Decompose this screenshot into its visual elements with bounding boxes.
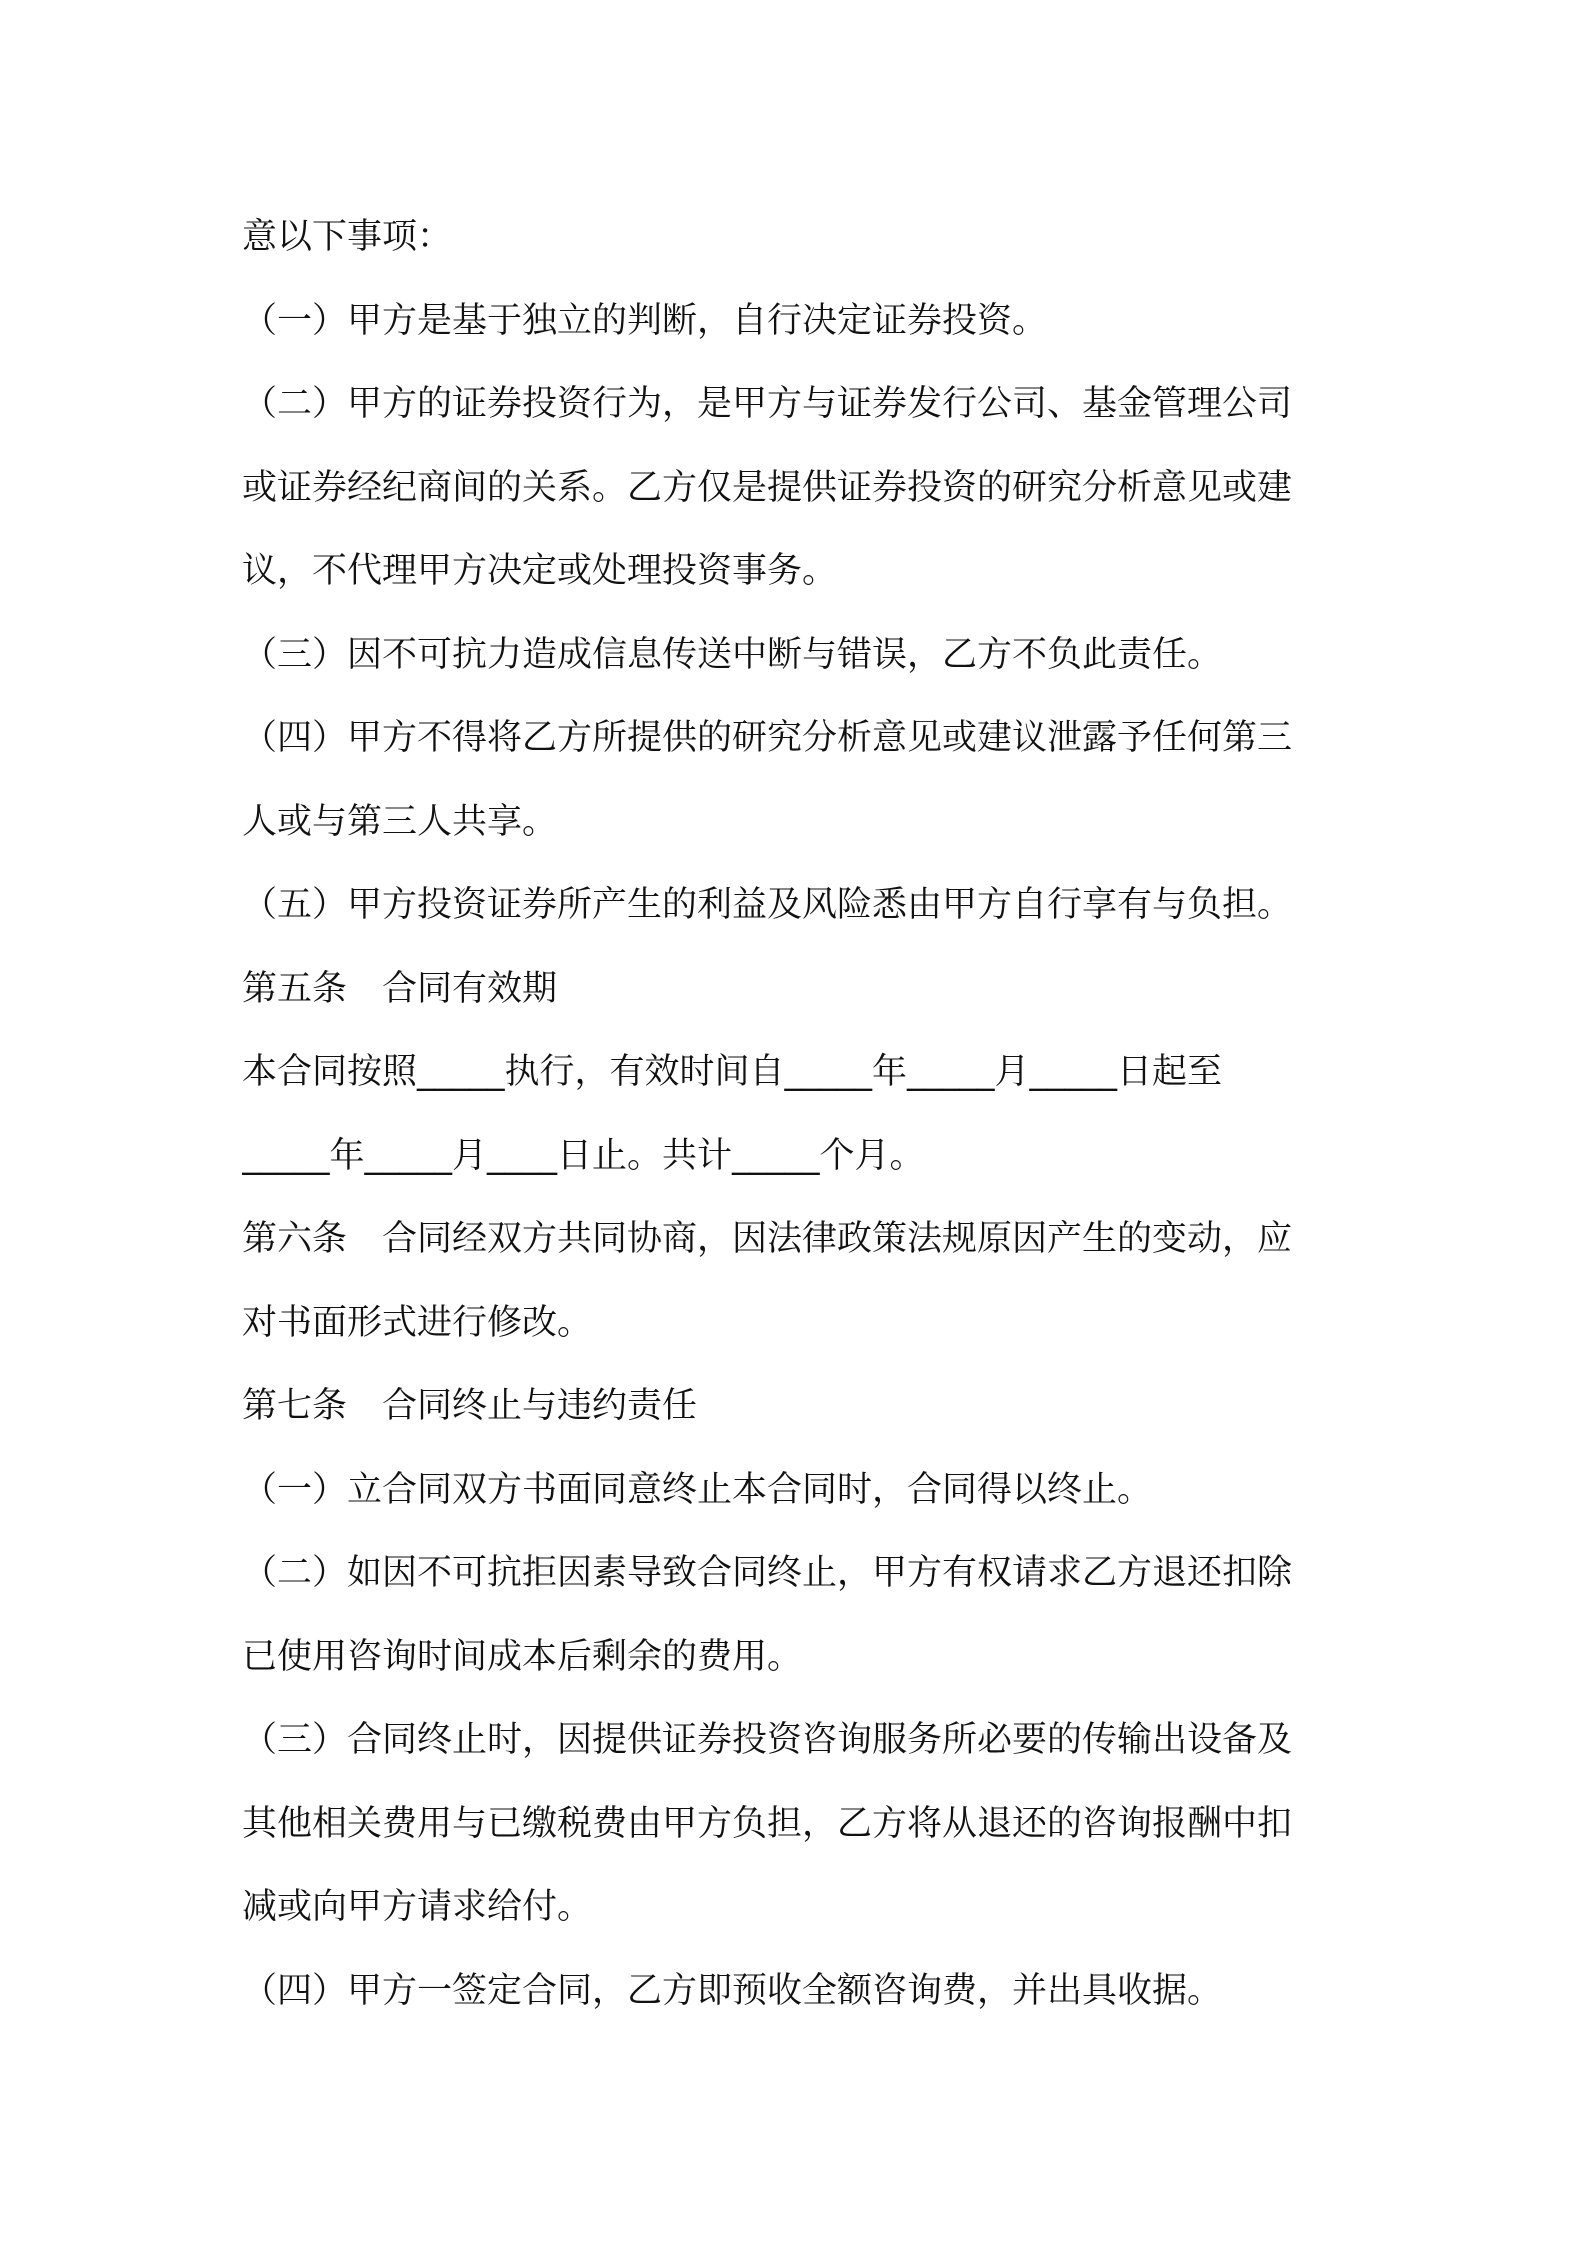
text-line: （四）甲方一签定合同，乙方即预收全额咨询费，并出具收据。 <box>242 1970 1223 2011</box>
text-line: 减或向甲方请求给付。 <box>242 1887 593 1927</box>
text-line: 对书面形式进行修改。 <box>242 1302 593 1343</box>
document-body <box>242 196 1362 2033</box>
section-heading: 第七条 合同终止与违约责任 <box>242 1386 698 1426</box>
text-line: （四）甲方不得将乙方所提供的研究分析意见或建议泄露予任何第三 <box>242 718 1293 758</box>
text-line: （三）合同终止时，因提供证券投资咨询服务所必要的传输出设备及 <box>242 1720 1293 1760</box>
text-line: 或证券经纪商间的关系。乙方仅是提供证券投资的研究分析意见或建 <box>242 467 1293 508</box>
text-line: _____年_____月____日止。共计_____个月。 <box>242 1135 925 1176</box>
text-line: （一）甲方是基于独立的判断，自行决定证券投资。 <box>242 300 1048 341</box>
text-line: （二）如因不可抗拒因素导致合同终止，甲方有权请求乙方退还扣除 <box>242 1553 1293 1593</box>
text-line: （三）因不可抗力造成信息传送中断与错误，乙方不负此责任。 <box>242 634 1223 675</box>
text-line: （二）甲方的证券投资行为，是甲方与证券发行公司、基金管理公司 <box>242 384 1293 424</box>
text-line: （五）甲方投资证券所产生的利益及风险悉由甲方自行享有与负担。 <box>242 885 1293 925</box>
text-line: 议，不代理甲方决定或处理投资事务。 <box>242 551 838 591</box>
text-line: 本合同按照_____执行，有效时间自_____年_____月_____日起至 <box>242 1052 1223 1092</box>
text-line: （一）立合同双方书面同意终止本合同时，合同得以终止。 <box>242 1469 1153 1510</box>
text-line: 人或与第三人共享。 <box>242 801 558 842</box>
section-heading: 第六条 合同经双方共同协商，因法律政策法规原因产生的变动，应 <box>242 1219 1293 1259</box>
text-line: 已使用咨询时间成本后剩余的费用。 <box>242 1636 803 1677</box>
section-heading: 第五条 合同有效期 <box>242 968 558 1009</box>
text-line: 意以下事项： <box>242 217 453 257</box>
text-line: 其他相关费用与已缴税费由甲方负担，乙方将从退还的咨询报酬中扣 <box>242 1803 1293 1844</box>
